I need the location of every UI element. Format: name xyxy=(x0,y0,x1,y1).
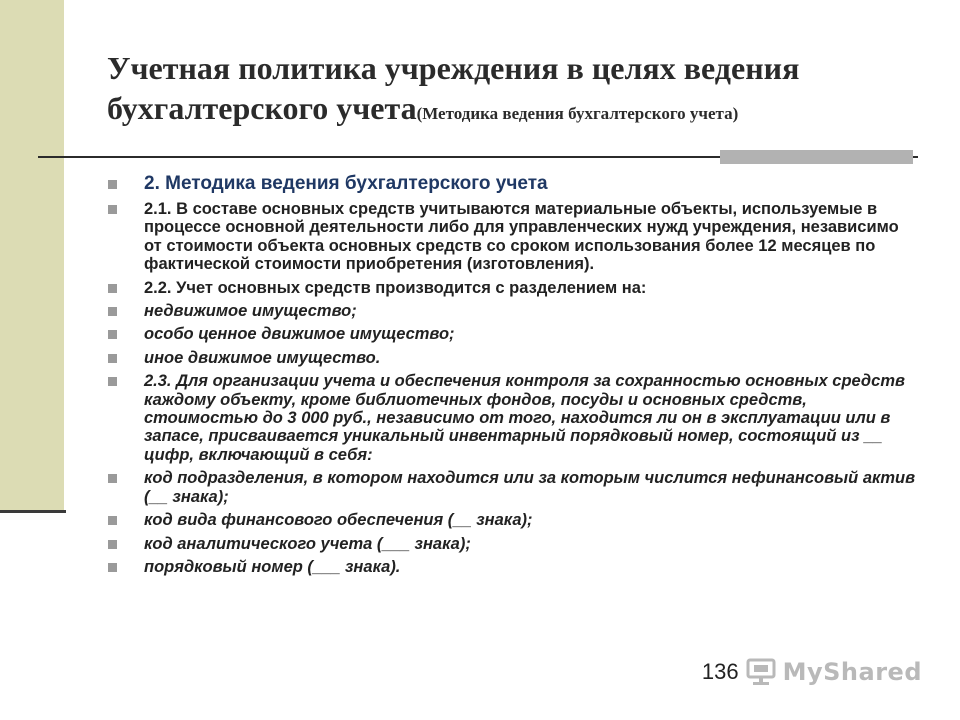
square-bullet-icon xyxy=(108,354,117,363)
title-divider-accent xyxy=(720,150,913,164)
title-sub: (Методика ведения бухгалтерского учета) xyxy=(416,104,739,123)
square-bullet-icon xyxy=(108,307,117,316)
square-bullet-icon xyxy=(108,563,117,572)
list-item: недвижимое имущество; xyxy=(108,302,920,320)
list-item: особо ценное движимое имущество; xyxy=(108,325,920,343)
list-item: 2.2. Учет основных средств производится с разделением на: xyxy=(108,279,920,297)
square-bullet-icon xyxy=(108,205,117,214)
list-item: код вида финансового обеспечения (__ знака); xyxy=(108,511,920,529)
list-item: 2.1. В составе основных средств учитываются материальные объекты, используемые в процессе основной деятельности либо для управленческих нужд учреждения, независимо от стоимости объекта основных средств со сроком использования более 12 месяцев по фактической стоимости приобретения (изготовления). xyxy=(108,200,920,274)
square-bullet-icon xyxy=(108,474,117,483)
square-bullet-icon xyxy=(108,377,117,386)
square-bullet-icon xyxy=(108,516,117,525)
list-item: код аналитического учета (___ знака); xyxy=(108,535,920,553)
presentation-icon xyxy=(745,658,777,686)
square-bullet-icon xyxy=(108,540,117,549)
list-item: порядковый номер (___ знака). xyxy=(108,558,920,576)
square-bullet-icon xyxy=(108,330,117,339)
list-item: иное движимое имущество. xyxy=(108,349,920,367)
square-bullet-icon xyxy=(108,284,117,293)
slide-title xyxy=(107,48,927,134)
left-decor-line xyxy=(0,510,66,513)
bullet-list xyxy=(108,172,920,581)
list-item: 2.3. Для организации учета и обеспечения контроля за сохранностью основных средств каждому объекту, кроме библиотечных фондов, посуды и основных средств, стоимостью до 3 000 руб., независимо от того, находится ли он в эксплуатации или в запасе, присваивается уникальный инвентарный порядковый номер, состоящий из __ цифр, включающий в себя: xyxy=(108,372,920,464)
square-bullet-icon xyxy=(108,180,117,189)
slide-footer xyxy=(702,650,922,694)
title-main: Учетная политика учреждения в целях ведения бухгалтерского учета xyxy=(107,50,800,126)
list-item: код подразделения, в котором находится или за которым числится нефинансовый актив (__ знака); xyxy=(108,469,920,506)
left-decor-band xyxy=(0,0,64,512)
page-number: 136 xyxy=(701,659,739,684)
watermark-logo: MyShared xyxy=(782,658,922,686)
list-item: 2. Методика ведения бухгалтерского учета xyxy=(108,172,920,196)
